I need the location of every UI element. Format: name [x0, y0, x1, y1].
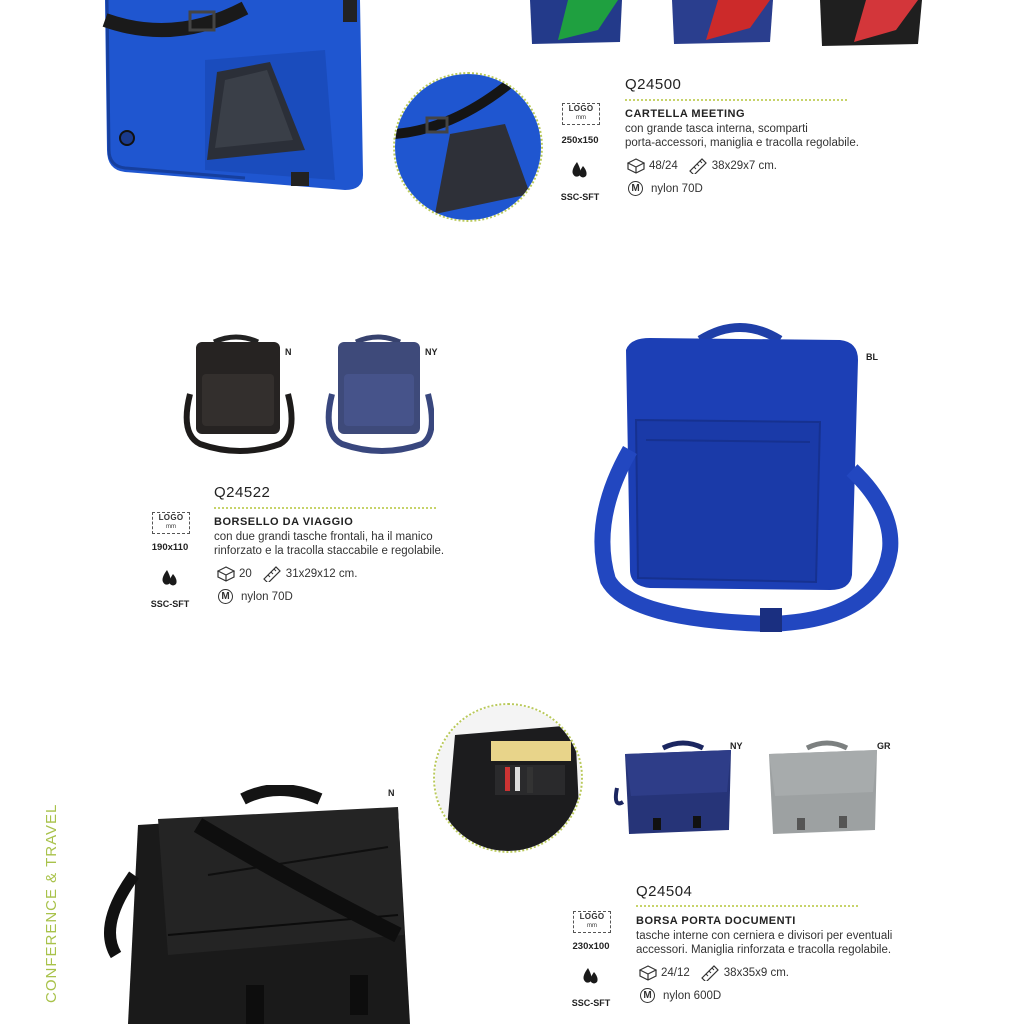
color-code-n: N: [285, 347, 292, 357]
material-row: [628, 181, 703, 196]
dimensions: 38x29x7 cm.: [711, 160, 777, 172]
pack-quantity: 24/12: [661, 967, 690, 979]
ink-drop-icon: [582, 966, 600, 986]
logo-unit: mm: [166, 524, 176, 530]
print-technique: SSC-SFT: [571, 998, 611, 1008]
cartella-detail-zoom: [393, 72, 543, 222]
ruler-icon: [262, 566, 282, 582]
description-line: tasche interne con cerniera e divisori per eventuali: [636, 930, 893, 942]
material-icon: M: [218, 589, 233, 604]
spec-row: [627, 158, 777, 174]
logo-label: LOGO: [158, 513, 184, 522]
print-technique: SSC-SFT: [150, 599, 190, 609]
material-icon: M: [640, 988, 655, 1003]
ruler-icon: [700, 965, 720, 981]
product-title: CARTELLA MEETING: [625, 108, 746, 120]
color-code-ny: NY: [730, 741, 743, 751]
borsa-detail-image: [435, 705, 581, 851]
pack-quantity: 48/24: [649, 160, 678, 172]
material-row: [218, 589, 293, 604]
borsello-black-photo: [180, 334, 295, 456]
product-description: [636, 929, 892, 957]
divider: [625, 99, 847, 101]
pack-quantity: 20: [239, 568, 252, 580]
borsa-detail-zoom: [433, 703, 583, 853]
description-line: con grande tasca interna, scomparti: [625, 123, 808, 135]
spec-row: [639, 965, 789, 981]
product-title: BORSELLO DA VIAGGIO: [214, 516, 354, 528]
cartella-variant-red: [670, 0, 775, 46]
cartella-meeting-photo: [95, 0, 370, 200]
logo-unit: mm: [576, 115, 586, 121]
dimensions: 31x29x12 cm.: [285, 568, 358, 580]
box-icon: [217, 566, 235, 582]
logo-label: LOGO: [579, 912, 605, 921]
dimensions: 38x35x9 cm.: [723, 967, 789, 979]
material-row: [640, 988, 721, 1003]
divider: [214, 507, 436, 509]
logo-area-icon: [573, 911, 611, 933]
ink-drop-icon: [571, 160, 589, 180]
logo-area-icon: [562, 103, 600, 125]
cartella-variant-black-red: [818, 0, 924, 48]
logo-size: 190x110: [151, 542, 189, 553]
product-code: Q24500: [625, 76, 682, 93]
print-technique: SSC-SFT: [560, 192, 600, 202]
cartella-detail-image: [395, 74, 541, 220]
ruler-icon: [688, 158, 708, 174]
spec-row: [217, 566, 357, 582]
logo-label: LOGO: [568, 104, 594, 113]
section-side-label: CONFERENCE & TRAVEL: [43, 803, 60, 1003]
divider: [636, 905, 858, 907]
cartella-variant-green: [528, 0, 624, 46]
material: nylon 600D: [663, 989, 722, 1002]
ink-drop-icon: [161, 568, 179, 588]
product-code: Q24522: [214, 484, 271, 501]
logo-size: 230x100: [572, 941, 610, 952]
logo-size: 250x150: [561, 135, 599, 146]
color-code-ny: NY: [425, 347, 438, 357]
color-code-gr: GR: [877, 741, 891, 751]
logo-area-icon: [152, 512, 190, 534]
description-line: rinforzato e la tracolla staccabile e regolabile.: [214, 545, 445, 557]
product-title: BORSA PORTA DOCUMENTI: [636, 915, 796, 927]
box-icon: [627, 158, 645, 174]
borsello-navy-photo: [322, 334, 434, 456]
box-icon: [639, 965, 657, 981]
color-code-bl: BL: [866, 352, 878, 362]
product-description: [214, 530, 444, 558]
material: nylon 70D: [241, 590, 293, 603]
material-icon: M: [628, 181, 643, 196]
borsa-grey-photo: [757, 738, 882, 838]
borsa-navy-photo: [613, 738, 738, 838]
description-line: porta-accessori, maniglia e tracolla regolabile.: [625, 137, 859, 149]
description-line: accessori. Maniglia rinforzata e tracolla regolabile.: [636, 944, 892, 956]
logo-unit: mm: [587, 923, 597, 929]
material: nylon 70D: [651, 182, 703, 195]
product-code: Q24504: [636, 883, 693, 900]
product-description: [625, 122, 859, 150]
borsa-black-photo: [98, 785, 418, 1024]
description-line: con due grandi tasche frontali, ha il manico: [214, 531, 433, 543]
borsello-blue-photo: [590, 320, 900, 645]
color-code-n: N: [388, 788, 395, 798]
